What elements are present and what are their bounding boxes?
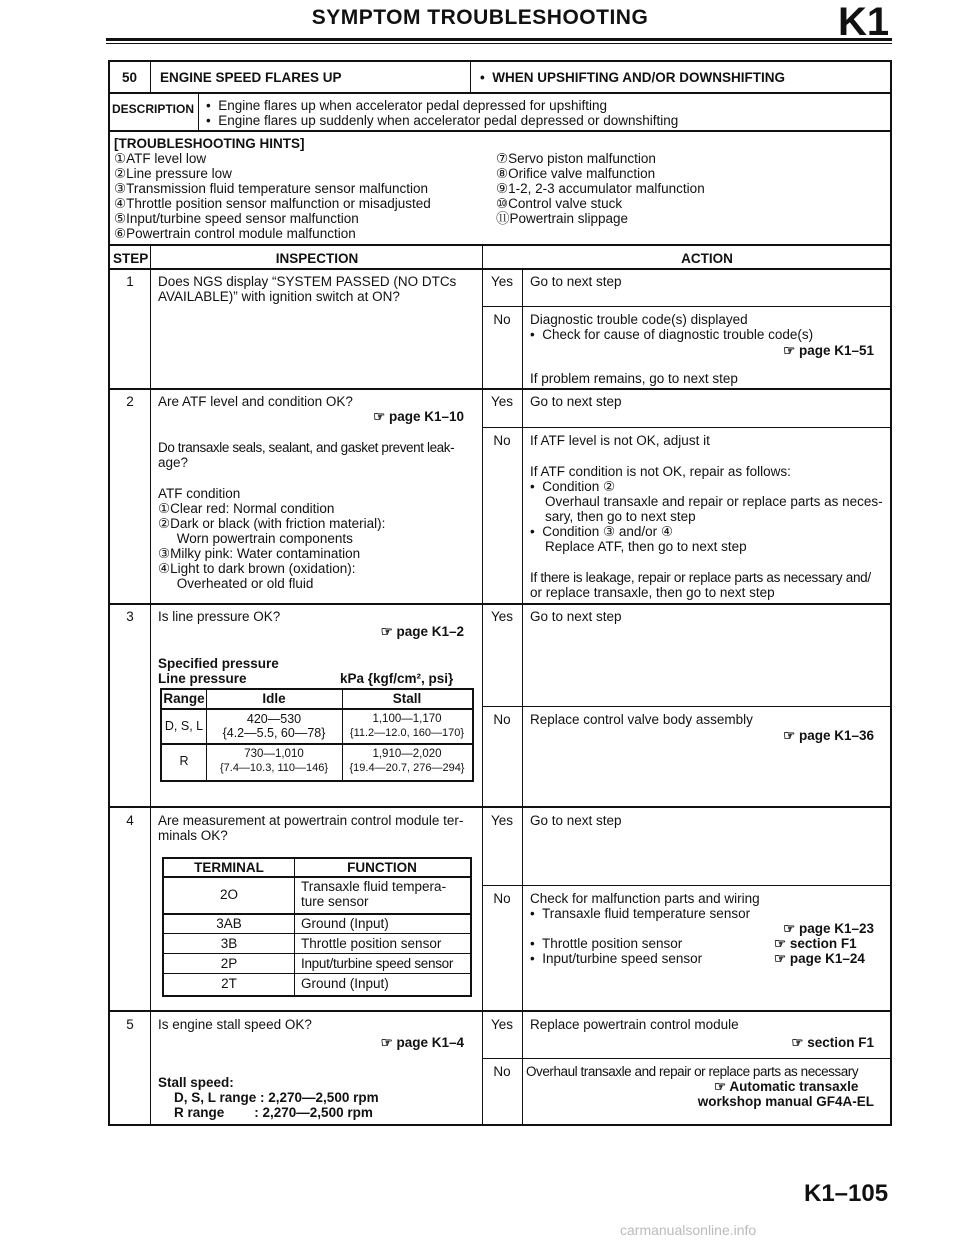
action-text: • Check for cause of diagnostic trouble code(s) [530,327,814,342]
stall-cell: {11.2—12.0, 160—170} [349,727,465,739]
col-header: Stall [392,691,422,706]
yes-label: Yes [490,1017,514,1032]
hint-item: ⑪Powertrain slippage [496,211,629,226]
col-header: FUNCTION [347,860,417,875]
page-reference: ☞ page K1–2 [380,624,464,639]
inspection-text: AVAILABLE)” with ignition switch at ON? [158,289,400,304]
divider [110,244,890,246]
terminal-cell: 2O [219,887,238,902]
divider [482,306,890,307]
terminal-cell: 2P [220,956,238,971]
action-text: Go to next step [530,274,622,289]
function-cell: Ground (Input) [301,976,389,991]
spec-title: Specified pressure [158,656,279,671]
divider [164,913,470,915]
action-text: Diagnostic trouble code(s) displayed [530,312,748,327]
divider [110,92,890,94]
divider [164,973,470,974]
action-text: • Condition ② [530,479,616,494]
no-label: No [493,1064,511,1079]
function-cell: Throttle position sensor [301,936,442,951]
action-text: • Input/turbine speed sensor [530,951,703,966]
divider [162,708,472,710]
stall-title: Stall speed: [158,1075,234,1090]
action-text: Go to next step [530,609,622,624]
step-number: 5 [126,1017,134,1032]
col-header: TERMINAL [194,860,264,875]
action-text: • Condition ③ and/or ④ [530,524,674,539]
header-rule-thin [106,43,892,44]
range-cell: R [179,754,189,768]
hint-item: ④Throttle position sensor malfunction or misadjusted [114,196,431,211]
page-number: K1–105 [804,1180,889,1207]
function-cell: Input/turbine speed sensor [301,956,454,971]
action-text: or replace transaxle, then go to next step [530,585,775,600]
hint-item: ⑧Orifice valve malfunction [496,166,656,181]
action-text: Check for malfunction parts and wiring [530,891,760,906]
inspection-text: Does NGS display “SYSTEM PASSED (NO DTCs [158,274,457,289]
page-reference: ☞ page K1–51 [783,343,874,358]
condition-item: Overheated or old fluid [158,576,314,591]
col-header-step: STEP [113,251,149,266]
divider [110,268,890,270]
inspection-text: Is engine stall speed OK? [158,1017,312,1032]
divider [482,427,890,428]
header-rule [106,38,892,41]
page-reference: ☞ section F1 [791,1035,874,1050]
symptom-condition: • WHEN UPSHIFTING AND/OR DOWNSHIFTING [480,70,785,85]
action-text: If ATF level is not OK, adjust it [530,433,710,448]
function-cell: Transaxle fluid tempera- [301,879,447,894]
hint-item: ①ATF level low [114,151,207,166]
no-label: No [493,433,511,448]
terminal-cell: 2T [221,976,237,991]
action-text: • Throttle position sensor [530,936,683,951]
no-label: No [493,891,511,906]
action-text: If problem remains, go to next step [530,371,738,386]
page-reference: ☞ Automatic transaxle [714,1079,859,1094]
hint-item: ⑩Control valve stuck [496,196,623,211]
page-title: SYMPTOM TROUBLESHOOTING [311,6,649,29]
description-label: DESCRIPTION [112,102,195,116]
hint-item: ⑤Input/turbine speed sensor malfunction [114,211,359,226]
page-reference: ☞ page K1–10 [373,409,464,424]
divider [164,933,470,934]
divider [150,62,151,92]
function-cell: ture sensor [301,894,369,909]
function-cell: Ground (Input) [301,916,389,931]
action-text: sary, then go to next step [530,509,696,524]
action-text: Go to next step [530,813,622,828]
divider [110,130,890,132]
idle-cell: 730—1,010 [244,748,304,760]
inspection-text: Are measurement at powertrain control module ter- [158,813,464,828]
terminal-cell: 3AB [216,916,242,931]
hint-item: ②Line pressure low [114,166,232,181]
hints-title: [TROUBLESHOOTING HINTS] [114,136,305,151]
page-reference: ☞ page K1–24 [774,951,865,966]
yes-label: Yes [490,813,514,828]
stall-line: R range : 2,270—2,500 rpm [174,1105,373,1120]
action-text: Overhaul transaxle and repair or replace parts as neces- [530,494,883,509]
condition-title: ATF condition [158,486,241,501]
stall-cell: 1,910—2,020 [372,748,442,760]
symptom-title: ENGINE SPEED FLARES UP [160,70,342,85]
condition-item: ③Milky pink: Water contamination [158,546,361,561]
no-label: No [493,712,511,727]
action-text: If ATF condition is not OK, repair as follows: [530,464,791,479]
section-code: K1 [838,0,890,44]
yes-label: Yes [490,609,514,624]
divider [164,953,470,954]
condition-item: ④Light to dark brown (oxidation): [158,561,356,576]
divider [482,885,890,886]
divider [482,1058,890,1059]
divider [162,743,472,745]
watermark: carmanualsonline.info [620,1222,757,1238]
col-header: Idle [262,691,286,706]
divider [164,876,470,878]
range-cell: D, S, L [164,719,204,733]
idle-cell: {4.2—5.5, 60—78} [222,726,326,740]
divider [294,859,295,995]
col-header-inspection: INSPECTION [275,251,359,266]
step-number: 2 [126,394,134,409]
page-reference: ☞ page K1–23 [783,921,874,936]
action-text: Replace powertrain control module [530,1017,739,1032]
pressure-table [160,688,474,782]
condition-item: ①Clear red: Normal condition [158,501,335,516]
step-number: 1 [126,274,134,289]
condition-item: ②Dark or black (with friction material): [158,516,386,531]
action-text: Replace ATF, then go to next step [530,539,747,554]
divider [110,806,890,808]
stall-cell: {19.4—20.7, 276—294} [349,762,465,774]
inspection-text: age? [158,455,189,470]
divider [198,93,199,131]
hint-item: ⑥Powertrain control module malfunction [114,226,356,241]
description-item: • Engine flares up suddenly when accelerator pedal depressed or downshifting [206,113,679,128]
symptom-number: 50 [122,70,138,85]
page-reference: ☞ page K1–4 [380,1035,464,1050]
description-item: • Engine flares up when accelerator pedal depressed for upshifting [206,98,607,113]
inspection-text: Do transaxle seals, sealant, and gasket prevent leak- [158,440,455,455]
divider [150,245,151,1126]
divider [482,245,483,1126]
hint-item: ⑦Servo piston malfunction [496,151,656,166]
page-reference: workshop manual GF4A-EL [697,1094,874,1109]
divider [482,706,890,707]
step-number: 3 [126,609,134,624]
yes-label: Yes [490,394,514,409]
col-header: Range [163,691,205,706]
divider [110,1010,890,1012]
action-text: Replace control valve body assembly [530,712,753,727]
terminal-table [162,857,472,997]
page-reference: ☞ section F1 [774,936,857,951]
action-text: • Transaxle fluid temperature sensor [530,906,751,921]
inspection-text: minals OK? [158,828,228,843]
divider [110,603,890,605]
stall-line: D, S, L range : 2,270—2,500 rpm [174,1090,379,1105]
terminal-cell: 3B [220,936,238,951]
hint-item: ⑨1-2, 2-3 accumulator malfunction [496,181,705,196]
condition-item: Worn powertrain components [158,531,353,546]
inspection-text: Is line pressure OK? [158,609,281,624]
divider [522,269,523,1126]
col-header-action: ACTION [681,251,733,266]
idle-cell: 420—530 [246,712,302,726]
action-text: Go to next step [530,394,622,409]
page-reference: ☞ page K1–36 [783,728,874,743]
divider [110,388,890,390]
yes-label: Yes [490,274,514,289]
idle-cell: {7.4—10.3, 110—146} [219,762,329,774]
inspection-text: Are ATF level and condition OK? [158,394,353,409]
action-text: If there is leakage, repair or replace parts as necessary and/ [530,570,871,585]
spec-label: Line pressure [158,671,247,686]
spec-unit: kPa {kgf/cm², psi} [340,671,454,686]
stall-cell: 1,100—1,170 [372,713,442,725]
step-number: 4 [126,813,134,828]
no-label: No [493,312,511,327]
action-text: Overhaul transaxle and repair or replace parts as necessary [526,1064,859,1079]
hint-item: ③Transmission fluid temperature sensor malfunction [114,181,428,196]
divider [470,62,471,92]
troubleshooting-table [108,60,892,1126]
